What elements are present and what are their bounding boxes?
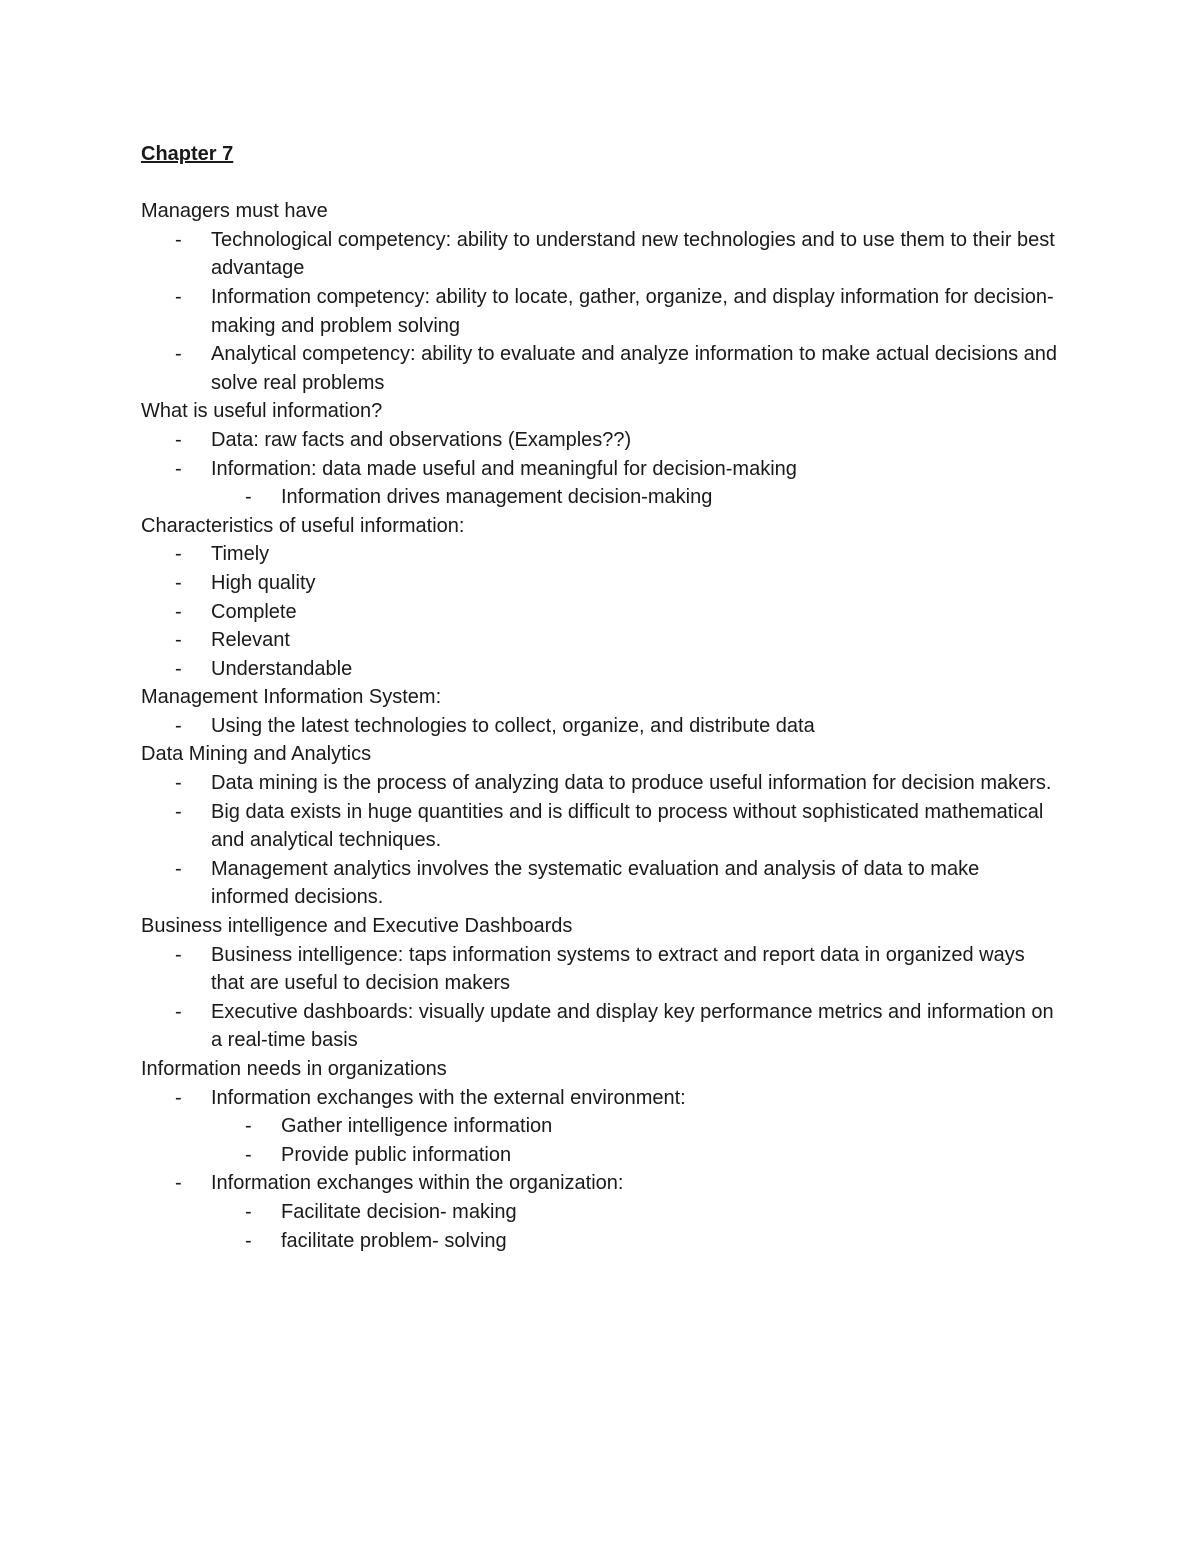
sub-list-item [211,483,1061,512]
list-item [141,998,1061,1055]
list-item-text: Information exchanges with the external environment: [211,1086,686,1109]
list-item-text: Business intelligence: taps information systems to extract and report data in organized ways that are useful to decision makers [211,943,1025,995]
dash-bullet: - [175,1172,182,1195]
section-heading: Characteristics of useful information: [141,514,465,537]
list-item-text: Timely [211,543,270,566]
list-item [141,941,1061,998]
bullet-list [141,769,1061,912]
list-item [141,855,1061,912]
section-heading: Managers must have [141,200,328,223]
sub-list-item-text: Provide public information [281,1143,512,1166]
sections-container [141,197,1061,1255]
list-item-text: Relevant [211,629,290,652]
list-item [141,340,1061,397]
section-heading: What is useful information? [141,400,383,423]
list-item [141,283,1061,340]
dash-bullet: - [175,772,182,795]
list-item [141,426,1061,455]
dash-bullet: - [175,714,182,737]
dash-bullet: - [175,343,182,366]
list-item [141,598,1061,627]
list-item [141,798,1061,855]
list-item [141,712,1061,741]
dash-bullet: - [245,486,252,509]
list-item [141,226,1061,283]
list-item-text: Data: raw facts and observations (Examples??) [211,428,632,451]
dash-bullet: - [175,457,182,480]
sub-bullet-list [211,483,1061,512]
section-heading: Business intelligence and Executive Dashboards [141,915,573,938]
sub-bullet-list [211,1112,1061,1169]
sub-list-item [211,1227,1061,1256]
list-item [141,1084,1061,1170]
bullet-list [141,941,1061,1055]
list-item-text: Using the latest technologies to collect, organize, and distribute data [211,714,815,737]
sub-list-item [211,1141,1061,1170]
dash-bullet: - [175,857,182,880]
dash-bullet: - [175,629,182,652]
list-item-text: Executive dashboards: visually update and display key performance metrics and information on a real-time basis [211,1000,1054,1052]
sub-bullet-list [211,1198,1061,1255]
sub-list-item-text: Information drives management decision-making [281,486,713,509]
list-item [141,655,1061,684]
sub-list-item-text: Gather intelligence information [281,1115,553,1138]
dash-bullet: - [245,1115,252,1138]
bullet-list [141,712,1061,741]
dash-bullet: - [175,600,182,623]
bullet-list [141,226,1061,398]
document-body [141,140,1061,1255]
sub-list-item-text: Facilitate decision- making [281,1200,517,1223]
dash-bullet: - [245,1200,252,1223]
list-item [141,769,1061,798]
section-heading: Management Information System: [141,686,442,709]
dash-bullet: - [175,800,182,823]
list-item-text: Information competency: ability to locate, gather, organize, and display information for decision-making and problem solving [211,285,1054,337]
document-title: Chapter 7 [141,143,234,165]
dash-bullet: - [175,428,182,451]
list-item-text: Understandable [211,657,353,680]
dash-bullet: - [175,228,182,251]
list-item-text: Management analytics involves the systematic evaluation and analysis of data to make informed decisions. [211,857,980,909]
dash-bullet: - [175,1000,182,1023]
list-item-text: Analytical competency: ability to evaluate and analyze information to make actual decisions and solve real problems [211,343,1058,394]
list-item-text: Big data exists in huge quantities and is difficult to process without sophisticated mathematical and analytical techniques. [211,800,1044,852]
list-item-text: High quality [211,571,316,594]
list-item-text: Data mining is the process of analyzing data to produce useful information for decision makers. [211,772,1052,795]
section-heading: Data Mining and Analytics [141,743,372,766]
list-item [141,1169,1061,1255]
sub-list-item-text: facilitate problem- solving [281,1229,507,1252]
list-item-text: Information: data made useful and meaningful for decision-making [211,457,797,480]
dash-bullet: - [245,1229,252,1252]
list-item [141,455,1061,512]
list-item [141,540,1061,569]
dash-bullet: - [175,943,182,966]
dash-bullet: - [175,1086,182,1109]
bullet-list [141,540,1061,683]
dash-bullet: - [175,571,182,594]
list-item-text: Information exchanges within the organization: [211,1172,624,1195]
sub-list-item [211,1112,1061,1141]
list-item-text: Complete [211,600,297,623]
bullet-list [141,1084,1061,1256]
sub-list-item [211,1198,1061,1227]
dash-bullet: - [245,1143,252,1166]
bullet-list [141,426,1061,512]
dash-bullet: - [175,657,182,680]
list-item [141,569,1061,598]
list-item-text: Technological competency: ability to understand new technologies and to use them to their best advantage [211,228,1055,280]
list-item [141,626,1061,655]
dash-bullet: - [175,285,182,308]
dash-bullet: - [175,543,182,566]
section-heading: Information needs in organizations [141,1058,447,1080]
